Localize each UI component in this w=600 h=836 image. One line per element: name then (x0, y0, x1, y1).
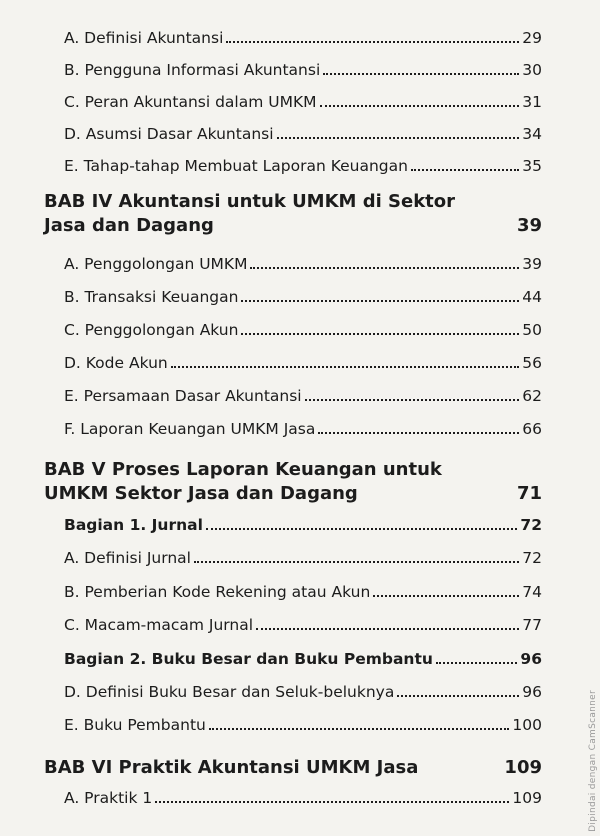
chapter-title: BAB IV Akuntansi untuk UMKM di Sektor Jasa dan Dagang (44, 191, 456, 236)
toc-entry-label: D. Asumsi Dasar Akuntansi (64, 125, 274, 143)
toc-entry-page: 96 (522, 683, 542, 701)
toc-entry[interactable] (64, 28, 542, 48)
toc-entry[interactable] (64, 548, 542, 568)
toc-entry-label: D. Definisi Buku Besar dan Seluk-beluknya (64, 683, 395, 701)
leader-dots (436, 662, 518, 664)
section-label: Bagian 1. Jurnal (64, 516, 203, 534)
toc-entry-page: 39 (522, 255, 542, 273)
chapter-page: 109 (504, 757, 542, 778)
leader-dots (305, 399, 520, 401)
toc-entry-page: 62 (522, 387, 542, 405)
toc-entry-page: 50 (522, 321, 542, 339)
toc-entry[interactable] (64, 92, 542, 112)
chapter-title: BAB V Proses Laporan Keuangan untuk UMKM Sektor Jasa dan Dagang (44, 459, 442, 504)
chapter-heading[interactable] (44, 458, 542, 506)
section-label: Bagian 2. Buku Besar dan Buku Pembantu (64, 650, 433, 668)
toc-entry-page: 31 (522, 93, 542, 111)
toc-entry-label: F. Laporan Keuangan UMKM Jasa (64, 420, 316, 438)
leader-dots (323, 73, 519, 75)
toc-entry[interactable] (64, 156, 542, 176)
toc-entry[interactable] (64, 60, 542, 80)
toc-entry-label: A. Definisi Jurnal (64, 549, 191, 567)
toc-entry-label: C. Macam-macam Jurnal (64, 616, 254, 634)
toc-entry-page: 56 (522, 354, 542, 372)
leader-dots (318, 432, 519, 434)
toc-entry-label: E. Buku Pembantu (64, 716, 206, 734)
toc-entry-label: A. Penggolongan UMKM (64, 255, 248, 273)
toc-entry-label: B. Transaksi Keuangan (64, 288, 239, 306)
toc-entry-page: 100 (512, 716, 542, 734)
leader-dots (155, 801, 509, 803)
toc-entry[interactable] (64, 254, 542, 274)
section-entry[interactable] (64, 649, 542, 669)
leader-dots (373, 595, 519, 597)
toc-entry-page: 66 (522, 420, 542, 438)
toc-entry-page: 29 (522, 29, 542, 47)
leader-dots (241, 300, 519, 302)
leader-dots (411, 169, 519, 171)
toc-entry[interactable] (64, 582, 542, 602)
leader-dots (320, 105, 520, 107)
toc-entry-page: 77 (522, 616, 542, 634)
chapter-title: BAB VI Praktik Akuntansi UMKM Jasa (44, 757, 419, 778)
toc-entry[interactable] (64, 353, 542, 373)
toc-entry-label: E. Persamaan Dasar Akuntansi (64, 387, 302, 405)
toc-entry-page: 74 (522, 583, 542, 601)
toc-entry-label: A. Praktik 1 (64, 789, 153, 807)
chapter-heading[interactable] (44, 756, 542, 780)
toc-entry[interactable] (64, 615, 542, 635)
toc-entry-page: 109 (512, 789, 542, 807)
toc-entry-label: B. Pemberian Kode Rekening atau Akun (64, 583, 371, 601)
toc-entry[interactable] (64, 788, 542, 808)
toc-entry-label: A. Definisi Akuntansi (64, 29, 224, 47)
leader-dots (397, 695, 519, 697)
toc-entry[interactable] (64, 320, 542, 340)
toc-entry[interactable] (64, 124, 542, 144)
leader-dots (226, 41, 519, 43)
toc-entry-label: B. Pengguna Informasi Akuntansi (64, 61, 321, 79)
scanner-watermark: Dipindai dengan CamScanner (588, 690, 598, 832)
chapter-page: 39 (516, 215, 542, 236)
leader-dots (209, 728, 510, 730)
section-page: 72 (520, 516, 542, 534)
toc-entry-page: 72 (522, 549, 542, 567)
toc-entry[interactable] (64, 386, 542, 406)
leader-dots (241, 333, 519, 335)
leader-dots (250, 267, 519, 269)
leader-dots (171, 366, 520, 368)
chapter-heading[interactable] (44, 190, 542, 238)
section-page: 96 (520, 650, 542, 668)
toc-entry-page: 34 (522, 125, 542, 143)
chapter-page: 71 (516, 483, 542, 504)
leader-dots (194, 561, 519, 563)
toc-entry-page: 35 (522, 157, 542, 175)
toc-entry-label: E. Tahap-tahap Membuat Laporan Keuangan (64, 157, 408, 175)
toc-entry[interactable] (64, 682, 542, 702)
toc-entry-page: 30 (522, 61, 542, 79)
toc-entry-page: 44 (522, 288, 542, 306)
toc-entry[interactable] (64, 287, 542, 307)
leader-dots (277, 137, 520, 139)
toc-entry-label: C. Peran Akuntansi dalam UMKM (64, 93, 317, 111)
section-entry[interactable] (64, 515, 542, 535)
leader-dots (256, 628, 519, 630)
toc-entry[interactable] (64, 715, 542, 735)
leader-dots (206, 528, 518, 530)
toc-entry-label: D. Kode Akun (64, 354, 168, 372)
toc-entry-label: C. Penggolongan Akun (64, 321, 239, 339)
toc-entry[interactable] (64, 419, 542, 439)
